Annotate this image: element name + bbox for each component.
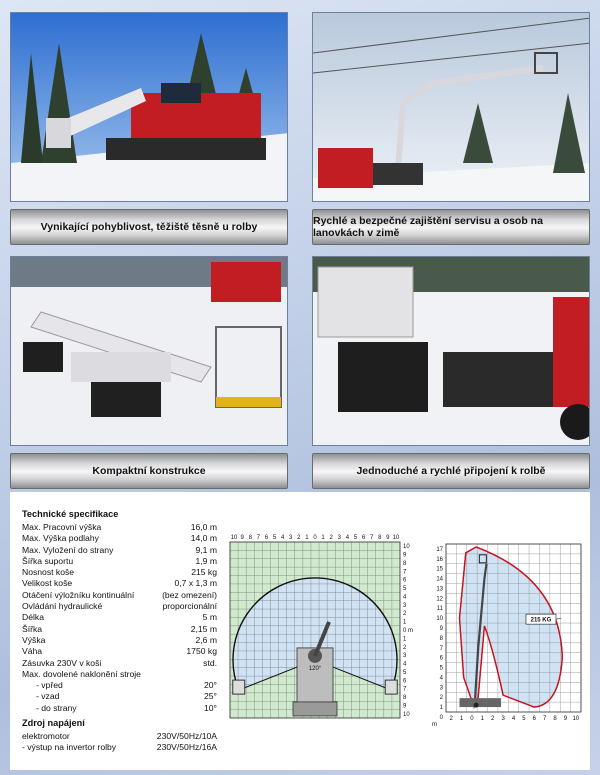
power-value: 230V/50Hz/10A — [156, 731, 217, 742]
spec-value: 2,15 m — [190, 623, 217, 634]
top-tick-label: 9 — [240, 535, 244, 541]
spec-label: - vzad — [36, 691, 60, 702]
spec-value: 215 kg — [191, 567, 217, 578]
spec-row — [22, 703, 217, 714]
spec-row — [22, 522, 217, 533]
y-tick-label: 1 — [439, 705, 443, 712]
spec-row — [22, 556, 217, 567]
power-title: Zdroj napájení — [22, 718, 85, 729]
spec-value: 20° — [204, 680, 217, 691]
spec-label: Zásuvka 230V v koši — [22, 657, 102, 668]
spec-row — [22, 567, 217, 578]
y-tick-label: 0 — [439, 714, 443, 721]
specs-title: Technické specifikace — [22, 509, 119, 519]
top-tick-label: 1 — [305, 535, 309, 541]
top-tick-label: 6 — [361, 535, 366, 541]
y-tick-label: 12 — [436, 596, 443, 603]
x-tick-label: 8 — [553, 716, 557, 722]
side-tick-label: 3 — [403, 602, 407, 609]
side-tick-label: 4 — [403, 594, 407, 601]
top-tick-label: 2 — [329, 535, 333, 541]
spec-label: - vpřed — [36, 680, 63, 691]
side-view-working-envelope — [428, 538, 590, 734]
side-tick-label: 0 m — [403, 628, 414, 634]
spec-row — [22, 624, 217, 635]
top-tick-label: 8 — [378, 535, 382, 541]
spec-value: proporcionální — [162, 601, 217, 612]
spec-label: Šířka suportu — [22, 555, 74, 566]
spec-row — [22, 669, 217, 680]
top-tick-label: 10 — [230, 535, 238, 541]
spec-label: Max. Výška podlahy — [22, 533, 99, 544]
spec-label: Délka — [22, 612, 44, 623]
top-tick-label: 3 — [289, 535, 293, 541]
power-rows — [22, 731, 217, 754]
top-view-reach-diagram — [222, 530, 422, 722]
basket-right — [385, 680, 397, 694]
side-tick-label: 5 — [403, 586, 407, 593]
side-tick-label: 6 — [403, 678, 407, 685]
x-tick-label: 1 — [480, 716, 485, 722]
caption-3: Kompaktní konstrukce — [10, 453, 288, 489]
photo-chairlift-service — [312, 12, 590, 202]
spec-row — [22, 601, 217, 612]
spec-value: 9,1 m — [195, 544, 217, 555]
spec-value: 1,9 m — [195, 555, 217, 566]
spec-value: 5 m — [202, 612, 217, 623]
y-tick-label: 13 — [436, 586, 443, 593]
side-tick-label: 6 — [403, 577, 407, 584]
x-tick-label: 2 — [449, 716, 453, 722]
spec-row — [22, 545, 217, 556]
spec-row — [22, 635, 217, 646]
top-tick-label: 10 — [392, 535, 400, 541]
machine-hitch — [293, 702, 337, 716]
spec-row — [22, 612, 217, 623]
spec-value: 10° — [204, 702, 217, 713]
spec-row — [22, 590, 217, 601]
x-tick-label: 5 — [522, 716, 526, 722]
x-tick-label: 9 — [563, 716, 568, 722]
y-tick-label: 3 — [439, 685, 443, 692]
unit-label: m — [432, 722, 437, 728]
top-tick-label: 6 — [264, 535, 269, 541]
y-tick-label: 9 — [439, 626, 443, 632]
side-tick-label: 4 — [403, 661, 407, 668]
caption-4: Jednoduché a rychlé připojení k rolbě — [312, 453, 590, 489]
caption-2: Rychlé a bezpečné zajištění servisu a osob na lanovkách v zimě — [312, 209, 590, 245]
spec-label: Otáčení výložníku kontinuální — [22, 589, 135, 600]
y-tick-label: 2 — [439, 695, 443, 702]
power-label: elektromotor — [22, 731, 70, 742]
x-tick-label: 7 — [542, 716, 547, 722]
spec-rows — [22, 522, 217, 714]
spec-row — [22, 646, 217, 657]
y-tick-label: 7 — [439, 645, 443, 652]
spec-value: 0,7 x 1,3 m — [174, 578, 217, 589]
x-tick-label: 4 — [511, 716, 516, 722]
spec-label: Max. Pracovní výška — [22, 522, 102, 532]
x-tick-label: 1 — [459, 716, 464, 722]
spec-value: std. — [203, 657, 217, 668]
side-tick-label: 1 — [403, 636, 407, 643]
y-tick-label: 6 — [439, 655, 443, 662]
side-tick-label: 9 — [403, 552, 407, 559]
top-tick-label: 7 — [256, 535, 261, 541]
y-tick-label: 4 — [439, 675, 443, 682]
spec-label: Nosnost koše — [22, 567, 75, 578]
top-tick-label: 4 — [345, 535, 350, 541]
x-tick-label: 0 — [470, 716, 474, 722]
caption-1: Vynikající pohyblivost, těžiště těsně u rolby — [10, 209, 288, 245]
y-tick-label: 15 — [436, 566, 443, 573]
x-tick-label: 10 — [572, 716, 580, 722]
photo-hitch-connection — [312, 256, 590, 446]
top-tick-label: 7 — [369, 535, 374, 541]
x-tick-label: 2 — [491, 716, 495, 722]
spec-label: - do strany — [36, 702, 77, 713]
spec-label: Velikost koše — [22, 578, 73, 589]
power-value: 230V/50Hz/16A — [156, 742, 217, 753]
spec-value: (bez omezení) — [162, 589, 217, 600]
top-tick-label: 3 — [337, 535, 341, 541]
top-tick-label: 8 — [248, 535, 252, 541]
spec-value: 1750 kg — [186, 646, 217, 657]
top-tick-label: 2 — [297, 535, 301, 541]
technical-specifications — [22, 509, 217, 754]
top-tick-label: 1 — [321, 535, 325, 541]
wheel — [474, 703, 479, 708]
load-label: 215 KG — [530, 617, 552, 624]
power-row — [22, 742, 217, 753]
spec-row — [22, 533, 217, 544]
top-tick-label: 4 — [280, 535, 285, 541]
y-tick-label: 8 — [439, 635, 443, 642]
spec-label: Váha — [22, 646, 43, 657]
spec-value: 25° — [204, 691, 217, 702]
spec-row — [22, 680, 217, 691]
y-tick-label: 5 — [439, 665, 443, 672]
x-tick-label: 6 — [532, 716, 536, 722]
y-tick-label: 16 — [436, 556, 443, 563]
side-tick-label: 10 — [403, 544, 410, 551]
top-tick-label: 9 — [386, 535, 390, 541]
spec-value: 2,6 m — [195, 634, 217, 645]
side-tick-label: 2 — [403, 644, 407, 651]
side-tick-label: 7 — [403, 569, 407, 576]
photo-chairlift-service-image — [313, 13, 590, 202]
side-tick-label: 8 — [403, 695, 407, 702]
power-label: - výstup na invertor rolby — [22, 742, 117, 753]
spec-label: Max. Vyložení do strany — [22, 544, 114, 555]
side-tick-label: 7 — [403, 686, 407, 693]
spec-row — [22, 691, 217, 702]
side-tick-label: 9 — [403, 703, 407, 710]
spec-row — [22, 658, 217, 669]
top-tick-label: 5 — [353, 535, 358, 541]
side-tick-label: 1 — [403, 619, 407, 626]
spec-label: Max. dovolené naklonění stroje — [22, 668, 141, 679]
machine-base — [460, 698, 502, 707]
x-tick-label: 3 — [501, 716, 505, 722]
spec-label: Výška — [22, 634, 46, 645]
photo-hitch-connection-image — [313, 257, 590, 446]
side-tick-label: 2 — [403, 611, 407, 618]
spec-row — [22, 578, 217, 589]
top-tick-label: 0 — [313, 535, 317, 541]
spec-value: 14,0 m — [190, 533, 217, 544]
spec-label: Ovládání hydraulické — [22, 601, 103, 612]
power-row — [22, 731, 217, 742]
photo-snowcat-platform-image — [11, 13, 288, 202]
photo-compact-construction — [10, 256, 288, 446]
y-tick-label: 10 — [436, 616, 443, 623]
top-tick-label: 5 — [272, 535, 277, 541]
side-tick-label: 3 — [403, 653, 407, 660]
spec-label: Šířka — [22, 623, 43, 634]
y-tick-label: 14 — [436, 576, 443, 583]
photo-snowcat-platform — [10, 12, 288, 202]
side-tick-label: 5 — [403, 669, 407, 676]
angle-label: 120° — [308, 665, 322, 672]
side-tick-label: 10 — [403, 711, 410, 718]
y-tick-label: 11 — [436, 606, 443, 613]
y-tick-label: 17 — [436, 546, 443, 553]
basket-left — [233, 680, 245, 694]
spec-value: 16,0 m — [190, 522, 217, 532]
side-tick-label: 8 — [403, 560, 407, 567]
photo-compact-construction-image — [11, 257, 288, 446]
